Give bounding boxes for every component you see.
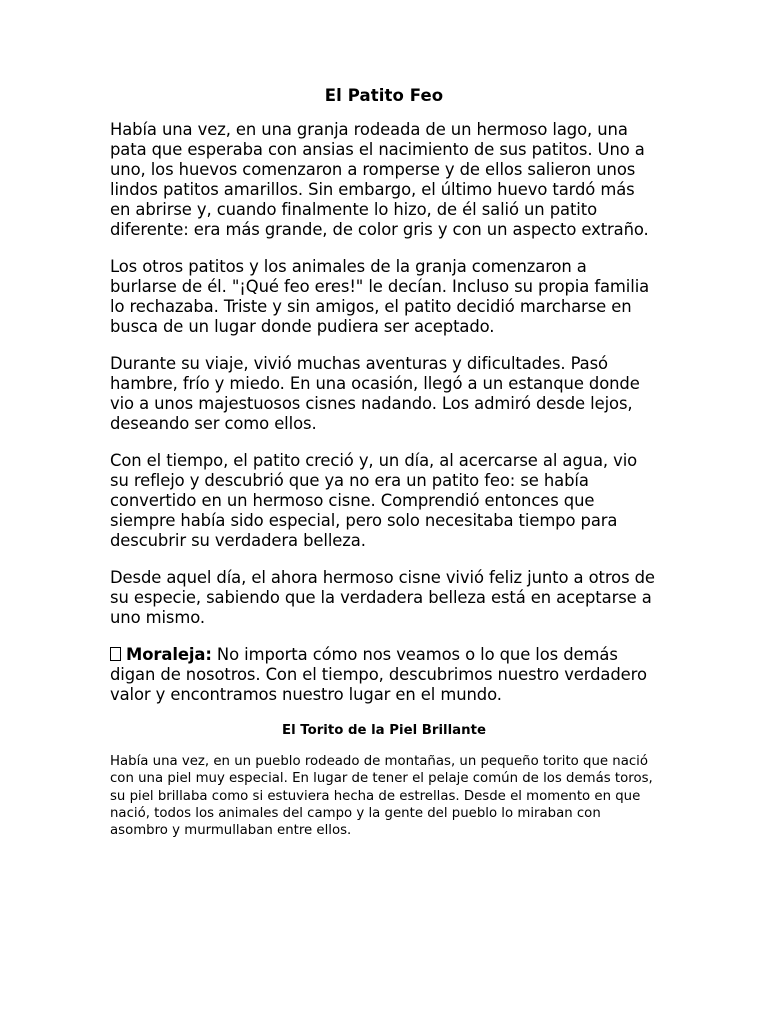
story-el-patito-feo [110, 84, 658, 705]
story-paragraph: Había una vez, en una granja rodeada de un hermoso lago, una pata que esperaba con ansias el nacimiento de sus patitos. Uno a uno, los huevos comenzaron a romperse y de ellos salieron unos lindos patitos amarillos. Sin embargo, el último huevo tardó más en abrirse y, cuando finalmente lo hizo, de él salió un patito diferente: era más grande, de color gris y con un aspecto extraño. [110, 120, 649, 239]
moral-paragraph [110, 645, 658, 705]
story-paragraph: Con el tiempo, el patito creció y, un día, al acercarse al agua, vio su reflejo y descubrió que ya no era un patito feo: se había convertido en un hermoso cisne. Comprendió entonces que siempre había sido especial, pero solo necesitaba tiempo para descubrir su verdadera belleza. [110, 451, 638, 550]
story-paragraph: Los otros patitos y los animales de la granja comenzaron a burlarse de él. "¡Qué feo eres!" le decían. Incluso su propia familia lo rechazaba. Triste y sin amigos, el patito decidió marcharse en busca de un lugar donde pudiera ser aceptado. [110, 257, 650, 336]
document-page [110, 84, 658, 839]
story-paragraph: Desde aquel día, el ahora hermoso cisne vivió feliz junto a otros de su especie, sabiendo que la verdadera belleza está en aceptarse a uno mismo. [110, 568, 655, 627]
moral-label: Moraleja: [126, 645, 212, 664]
moral-text: No importa cómo nos veamos o lo que los demás digan de nosotros. Con el tiempo, descubrimos nuestro verdadero valor y encontramos nuestro lugar en el mundo. [110, 645, 647, 704]
story-el-torito [110, 722, 658, 839]
story-title: El Patito Feo [324, 86, 444, 105]
story-title: El Torito de la Piel Brillante [282, 723, 486, 738]
story-paragraph: Durante su viaje, vivió muchas aventuras y dificultades. Pasó hambre, frío y miedo. En una ocasión, llegó a un estanque donde vio a unos majestuosos cisnes nadando. Los admiró desde lejos, deseando ser como ellos. [110, 354, 640, 433]
missing-glyph-icon [110, 647, 121, 661]
story-paragraph: Había una vez, en un pueblo rodeado de montañas, un pequeño torito que nació con una piel muy especial. En lugar de tener el pelaje común de los demás toros, su piel brillaba como si estuviera hecha de estrellas. Desde el momento en que nació, todos los animales del campo y la gente del pueblo lo miraban con asombro y murmullaban entre ellos. [110, 754, 653, 839]
